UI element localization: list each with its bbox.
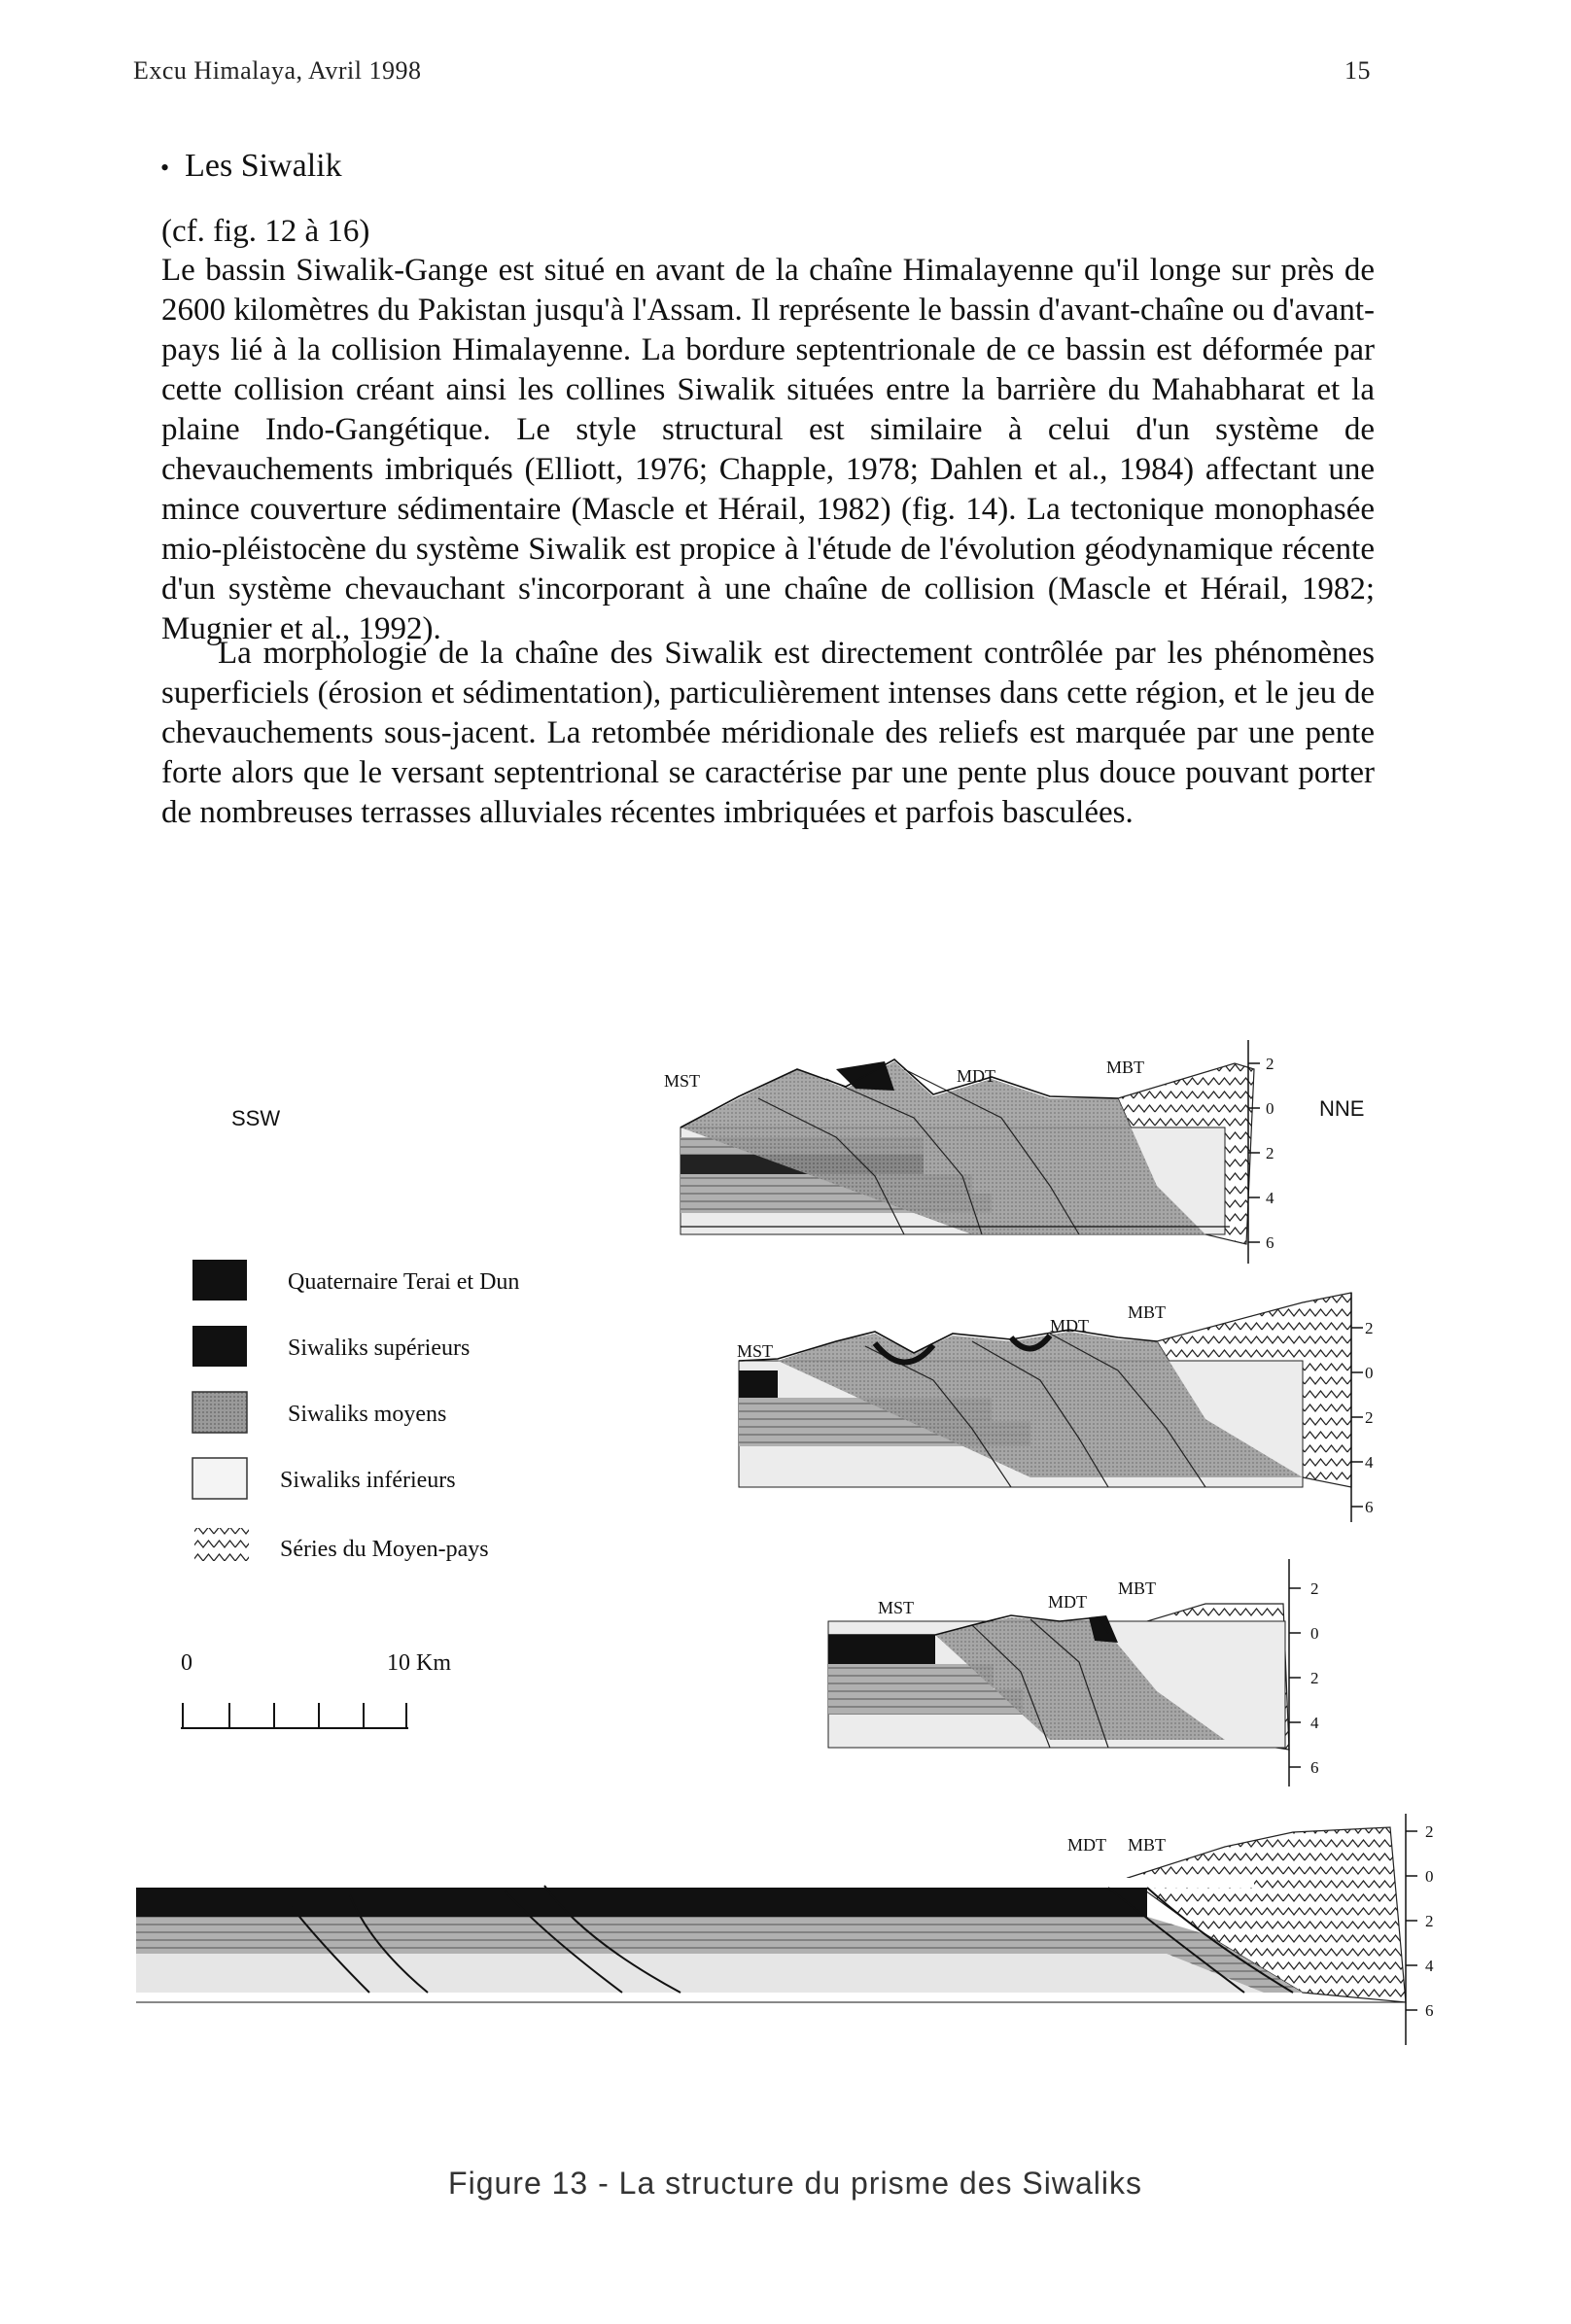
section-4-mdt: MDT — [1067, 1835, 1106, 1855]
section-3-depth-axis — [1289, 1579, 1319, 1777]
legend-label-quaternaire: Quaternaire Terai et Dun — [288, 1269, 520, 1295]
legend-label-siwaliks-inferieurs: Siwaliks inférieurs — [280, 1468, 456, 1493]
orientation-nne: NNE — [1319, 1096, 1365, 1121]
s4-tick-4: 4 — [1425, 1957, 1434, 1975]
section-2-mst: MST — [737, 1341, 774, 1361]
s1-tick-2: 0 — [1266, 1099, 1274, 1118]
section-4-depth-axis — [1406, 1822, 1434, 2020]
orientation-ssw: SSW — [231, 1106, 281, 1130]
cross-section-1 — [664, 1040, 1274, 1264]
section-title: Les Siwalik — [185, 148, 342, 184]
s2-tick-5: 6 — [1365, 1498, 1374, 1516]
scale-end-label: 10 Km — [387, 1650, 451, 1676]
s1-tick-3: 2 — [1266, 1144, 1274, 1162]
section-3-mdt: MDT — [1048, 1592, 1087, 1612]
cross-section-4 — [136, 1814, 1434, 2045]
scale-start-label: 0 — [181, 1650, 192, 1676]
s1-tick-1: 2 — [1266, 1055, 1274, 1073]
legend — [192, 1260, 519, 1562]
s2-tick-2: 0 — [1365, 1364, 1374, 1382]
s3-tick-1: 2 — [1310, 1579, 1319, 1598]
section-2-depth-axis — [1351, 1319, 1374, 1516]
scale-bar — [181, 1650, 451, 1728]
cross-section-3 — [828, 1559, 1319, 1786]
s2-tick-3: 2 — [1365, 1408, 1374, 1427]
legend-swatch-siwaliks-inferieurs — [192, 1458, 247, 1499]
bullet: • — [160, 154, 170, 183]
s4-tick-3: 2 — [1425, 1912, 1434, 1930]
s2-tick-1: 2 — [1365, 1319, 1374, 1337]
section-1-mbt: MBT — [1106, 1058, 1145, 1077]
section-2-mbt: MBT — [1128, 1302, 1167, 1322]
paragraph-2-text: La morphologie de la chaîne des Siwalik est directement contrôlée par les phénomènes superficiels (érosion et sédimentation), particulièrement intenses dans cette région, et le jeu de chevauchements sous-jacent. La retombée méridionale des reliefs est marquée par une pente forte alors que le versant septentrional se caractérise par une pente plus douce pouvant porter de nombreuses terrasses alluviales récentes imbriquées et parfois basculées. — [161, 636, 1375, 830]
cross-section-2 — [737, 1293, 1374, 1522]
legend-swatch-moyen-pays — [194, 1528, 249, 1561]
section-2-mdt: MDT — [1050, 1316, 1089, 1335]
s4-tick-2: 0 — [1425, 1867, 1434, 1886]
s3-tick-5: 6 — [1310, 1758, 1319, 1777]
page-number: 15 — [1344, 56, 1371, 85]
legend-label-siwaliks-superieurs: Siwaliks supérieurs — [288, 1335, 471, 1361]
s3-tick-2: 0 — [1310, 1624, 1319, 1643]
figure-reference: (cf. fig. 12 à 16) — [161, 214, 370, 249]
s4-tick-1: 2 — [1425, 1822, 1434, 1841]
s3-tick-4: 4 — [1310, 1714, 1319, 1732]
running-header: Excu Himalaya, Avril 1998 — [133, 56, 422, 85]
s1-tick-5: 6 — [1266, 1233, 1274, 1252]
section-3-mst: MST — [878, 1598, 915, 1617]
paragraph-1-text: Le bassin Siwalik-Gange est situé en avant de la chaîne Himalayenne qu'il longe sur près de 2600 kilomètres du Pakistan jusqu'à l'Assam. Il représente le bassin d'avant-chaîne ou d'avant-pays lié à la collision Himalayenne. La bordure septentrionale de ce bassin est déformée par cette collision créant ainsi les collines Siwalik situées entre la barrière du Mahabharat et la plaine Indo-Gangétique. Le style structural est similaire à celui d'un système de chevauchements imbriqués (Elliott, 1976; Chapple, 1978; Dahlen et al., 1984) affectant une mince couverture sédimentaire (Mascle et Hérail, 1982) (fig. 14). La tectonique monophasée mio-pléistocène du système Siwalik est propice à l'étude de l'évolution géodynamique récente d'un système chevauchant s'incorporant à une chaîne de collision (Mascle et Hérail, 1982; Mugnier et al., 1992). — [161, 253, 1375, 646]
s2-tick-4: 4 — [1365, 1453, 1374, 1472]
legend-swatch-siwaliks-moyens — [192, 1392, 247, 1433]
section-4-mbt: MBT — [1128, 1835, 1167, 1855]
s1-tick-4: 4 — [1266, 1189, 1274, 1207]
legend-label-siwaliks-moyens: Siwaliks moyens — [288, 1402, 447, 1427]
legend-swatch-siwaliks-superieurs — [192, 1326, 247, 1367]
section-1-mdt: MDT — [957, 1066, 995, 1086]
legend-label-moyen-pays: Séries du Moyen-pays — [280, 1537, 489, 1562]
figure-caption: Figure 13 - La structure du prisme des Siwaliks — [448, 2166, 1142, 2201]
s4-tick-5: 6 — [1425, 2001, 1434, 2020]
s3-tick-3: 2 — [1310, 1669, 1319, 1687]
section-1-mst: MST — [664, 1071, 701, 1091]
section-3-mbt: MBT — [1118, 1578, 1157, 1598]
legend-swatch-quaternaire — [192, 1260, 247, 1301]
